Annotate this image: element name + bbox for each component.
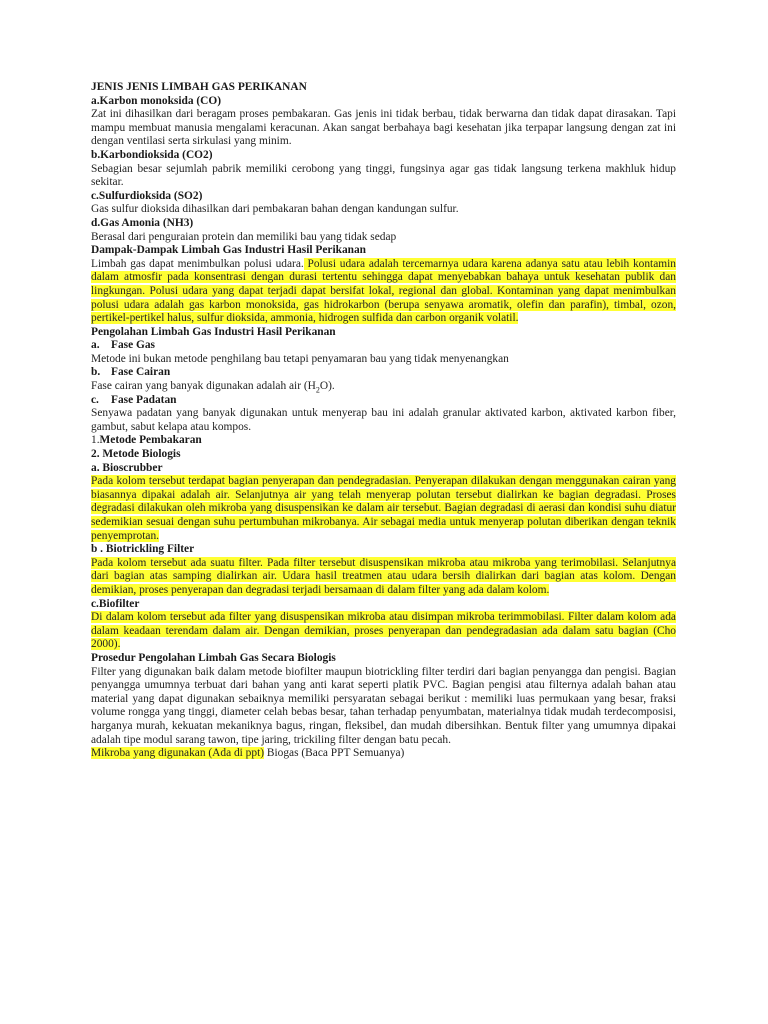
heading-pengolahan: Pengolahan Limbah Gas Industri Hasil Perikanan bbox=[91, 325, 336, 338]
dampak-plain-text: Limbah gas dapat menimbulkan polusi udara. bbox=[91, 257, 304, 270]
heading-text: Metode Pembakaran bbox=[99, 434, 202, 447]
heading-sulfurdioksida: c.Sulfurdioksida (SO2) bbox=[91, 189, 203, 202]
paragraph-dampak bbox=[91, 258, 676, 326]
paragraph-fase-padatan: Senyawa padatan yang banyak digunakan untuk menyerap bau ini adalah granular aktivated karbon, aktivated karbon fiber, gambut, sabut kelapa atau kompos. bbox=[91, 407, 676, 433]
paragraph-bioscrubber bbox=[91, 475, 676, 543]
paragraph-fase-gas: Metode ini bukan metode penghilang bau tetapi penyamaran bau yang tidak menyenangkan bbox=[91, 352, 509, 365]
bioscrubber-highlighted-text: Pada kolom tersebut terdapat bagian penyerapan dan pendegradasian. Penyerapan dilakukan dengan menggunakan cairan yang biasannya dipakai adalah air. Selanjutnya air yang telah menyerap polutan tersebut dialirkan ke bagian degradasi. Proses degradasi dilakukan oleh mikroba yang disuspensikan ke dalam air tersebut. Bagian degradasi di aerasi dan kondisi suhu diatur sedemikian sesuai dengan suhu pertumbuhan mikrobanya. Air sebagai media untuk menyerap polutan diberikan dengan teknik penyemprotan. bbox=[91, 475, 676, 542]
heading-dampak: Dampak-Dampak Limbah Gas Industri Hasil Perikanan bbox=[91, 244, 367, 257]
paragraph-biotrickling-filter bbox=[91, 557, 676, 598]
heading-biotrickling-filter: b . Biotrickling Filter bbox=[91, 543, 195, 556]
heading-fase-cairan bbox=[91, 366, 676, 380]
document-title: JENIS JENIS LIMBAH GAS PERIKANAN bbox=[91, 81, 307, 93]
heading-text: Fase Gas bbox=[111, 339, 155, 352]
list-marker: a. bbox=[91, 339, 100, 352]
biotrickling-highlighted-text: Pada kolom tersebut ada suatu filter. Pada filter tersebut disuspensikan mikroba atau mikroba yang terimobilasi. Selanjutnya dari bagian atas samping dialirkan air. Udara hasil treatmen atau udara bersih dialirkan dari bagian atas kolom. Dengan demikian, proses penyerapan dan degradasi terjadi bersamaan di dalam filter yang ada dalam kolom. bbox=[91, 556, 676, 596]
list-marker: b. bbox=[91, 366, 101, 379]
fase-cairan-text-a: Fase cairan yang banyak digunakan adalah air (H bbox=[91, 380, 316, 393]
heading-metode-biologis: 2. Metode Biologis bbox=[91, 448, 181, 461]
fase-cairan-text-b: O). bbox=[319, 380, 335, 393]
paragraph-karbon-monoksida: Zat ini dihasilkan dari beragam proses pembakaran. Gas jenis ini tidak berbau, tidak berwarna dan tidak dapat dirasakan. Tapi mampu membuat manusia mengalami keracunan. Akan sangat berbahaya bagi kesehatan jika terpapar langsung dengan zat ini dengan ventilasi serta sirkulasi yang minim. bbox=[91, 108, 676, 148]
paragraph-biofilter bbox=[91, 611, 676, 652]
biofilter-highlighted-text: Di dalam kolom tersebut ada filter yang disuspensikan mikroba atau disimpan mikroba terimmobilasi. Filter dalam kolom ada dalam keadaan terendam dalam air. Dengan demikian, proses penyerapan dan pendegradasian ada dalam satu bagian (Cho 2000). bbox=[91, 611, 676, 651]
heading-text: Fase Padatan bbox=[111, 393, 177, 406]
subscript-2: 2 bbox=[315, 385, 320, 395]
paragraph-gas-amonia: Berasal dari penguraian protein dan memiliki bau yang tidak sedap bbox=[91, 230, 397, 243]
heading-gas-amonia: d.Gas Amonia (NH3) bbox=[91, 216, 194, 229]
mikroba-plain-text: Biogas (Baca PPT Semuanya) bbox=[264, 747, 405, 760]
heading-metode-pembakaran bbox=[91, 434, 676, 448]
list-marker: 1. bbox=[91, 434, 100, 447]
heading-text: Fase Cairan bbox=[111, 366, 171, 379]
heading-karbon-monoksida: a.Karbon monoksida (CO) bbox=[91, 94, 222, 107]
paragraph-mikroba bbox=[91, 747, 676, 761]
paragraph-prosedur: Filter yang digunakan baik dalam metode biofilter maupun biotrickling filter terdiri dari bagian penyangga dan pengisi. Bagian penyangga umumnya terbuat dari bahan yang anti karat seperti platik PVC. Bagian pengisi atau filternya adalah bahan atau material yang dapat digunakan sebaiknya memiliki persyaratan sebagai berikut : memiliki luas permukaan yang besar, fraksi volume rongga yang tinggi, diameter celah bebas besar, tahan terhadap penyumbatan, materialnya tidak mudah terdecomposisi, harganya murah, kekuatan mekaniknya bagus, ringan, fleksibel, dan mudah dibersihkan. Bentuk filter yang umumnya dipakai adalah tipe modul sarang tawon, tipe jaring, trickiling filter dengan batu pecah. bbox=[91, 665, 676, 746]
dampak-highlighted-text: Polusi udara adalah tercemarnya udara karena adanya satu atau lebih kontamin dalam atmosfir pada konsentrasi dengan durasi tertentu sehingga dapat menyebabkan bahaya untuk kesehatan publik dan lingkungan. Polusi udara yang dapat terjadi dapat bersifat lokal, regional dan global. Kontaminan yang dapat menimbulkan polusi udara adalah gas karbon monoksida, gas hidrokarbon (berupa senyawa aromatik, olefin dan parafin), timbal, ozon, pertikel-pertikel halus, sulfur dioksida, ammonia, hidrogen sulfida dan carbon organik volatil. bbox=[91, 257, 676, 325]
heading-prosedur: Prosedur Pengolahan Limbah Gas Secara Biologis bbox=[91, 651, 336, 664]
heading-biofilter: c.Biofilter bbox=[91, 597, 140, 610]
heading-fase-gas bbox=[91, 339, 676, 353]
heading-fase-padatan bbox=[91, 394, 676, 408]
heading-bioscrubber: a. Bioscrubber bbox=[91, 461, 163, 474]
paragraph-sulfurdioksida: Gas sulfur dioksida dihasilkan dari pembakaran bahan dengan kandungan sulfur. bbox=[91, 203, 459, 216]
heading-karbondioksida: b.Karbondioksida (CO2) bbox=[91, 148, 213, 161]
list-marker: c. bbox=[91, 393, 99, 406]
paragraph-karbondioksida: Sebagian besar sejumlah pabrik memiliki cerobong yang tinggi, fungsinya agar gas tidak langsung terkena makhluk hidup sekitar. bbox=[91, 162, 676, 189]
mikroba-highlighted-text: Mikroba yang digunakan (Ada di ppt) bbox=[91, 747, 265, 760]
document-page bbox=[91, 81, 676, 761]
paragraph-fase-cairan bbox=[91, 380, 676, 394]
